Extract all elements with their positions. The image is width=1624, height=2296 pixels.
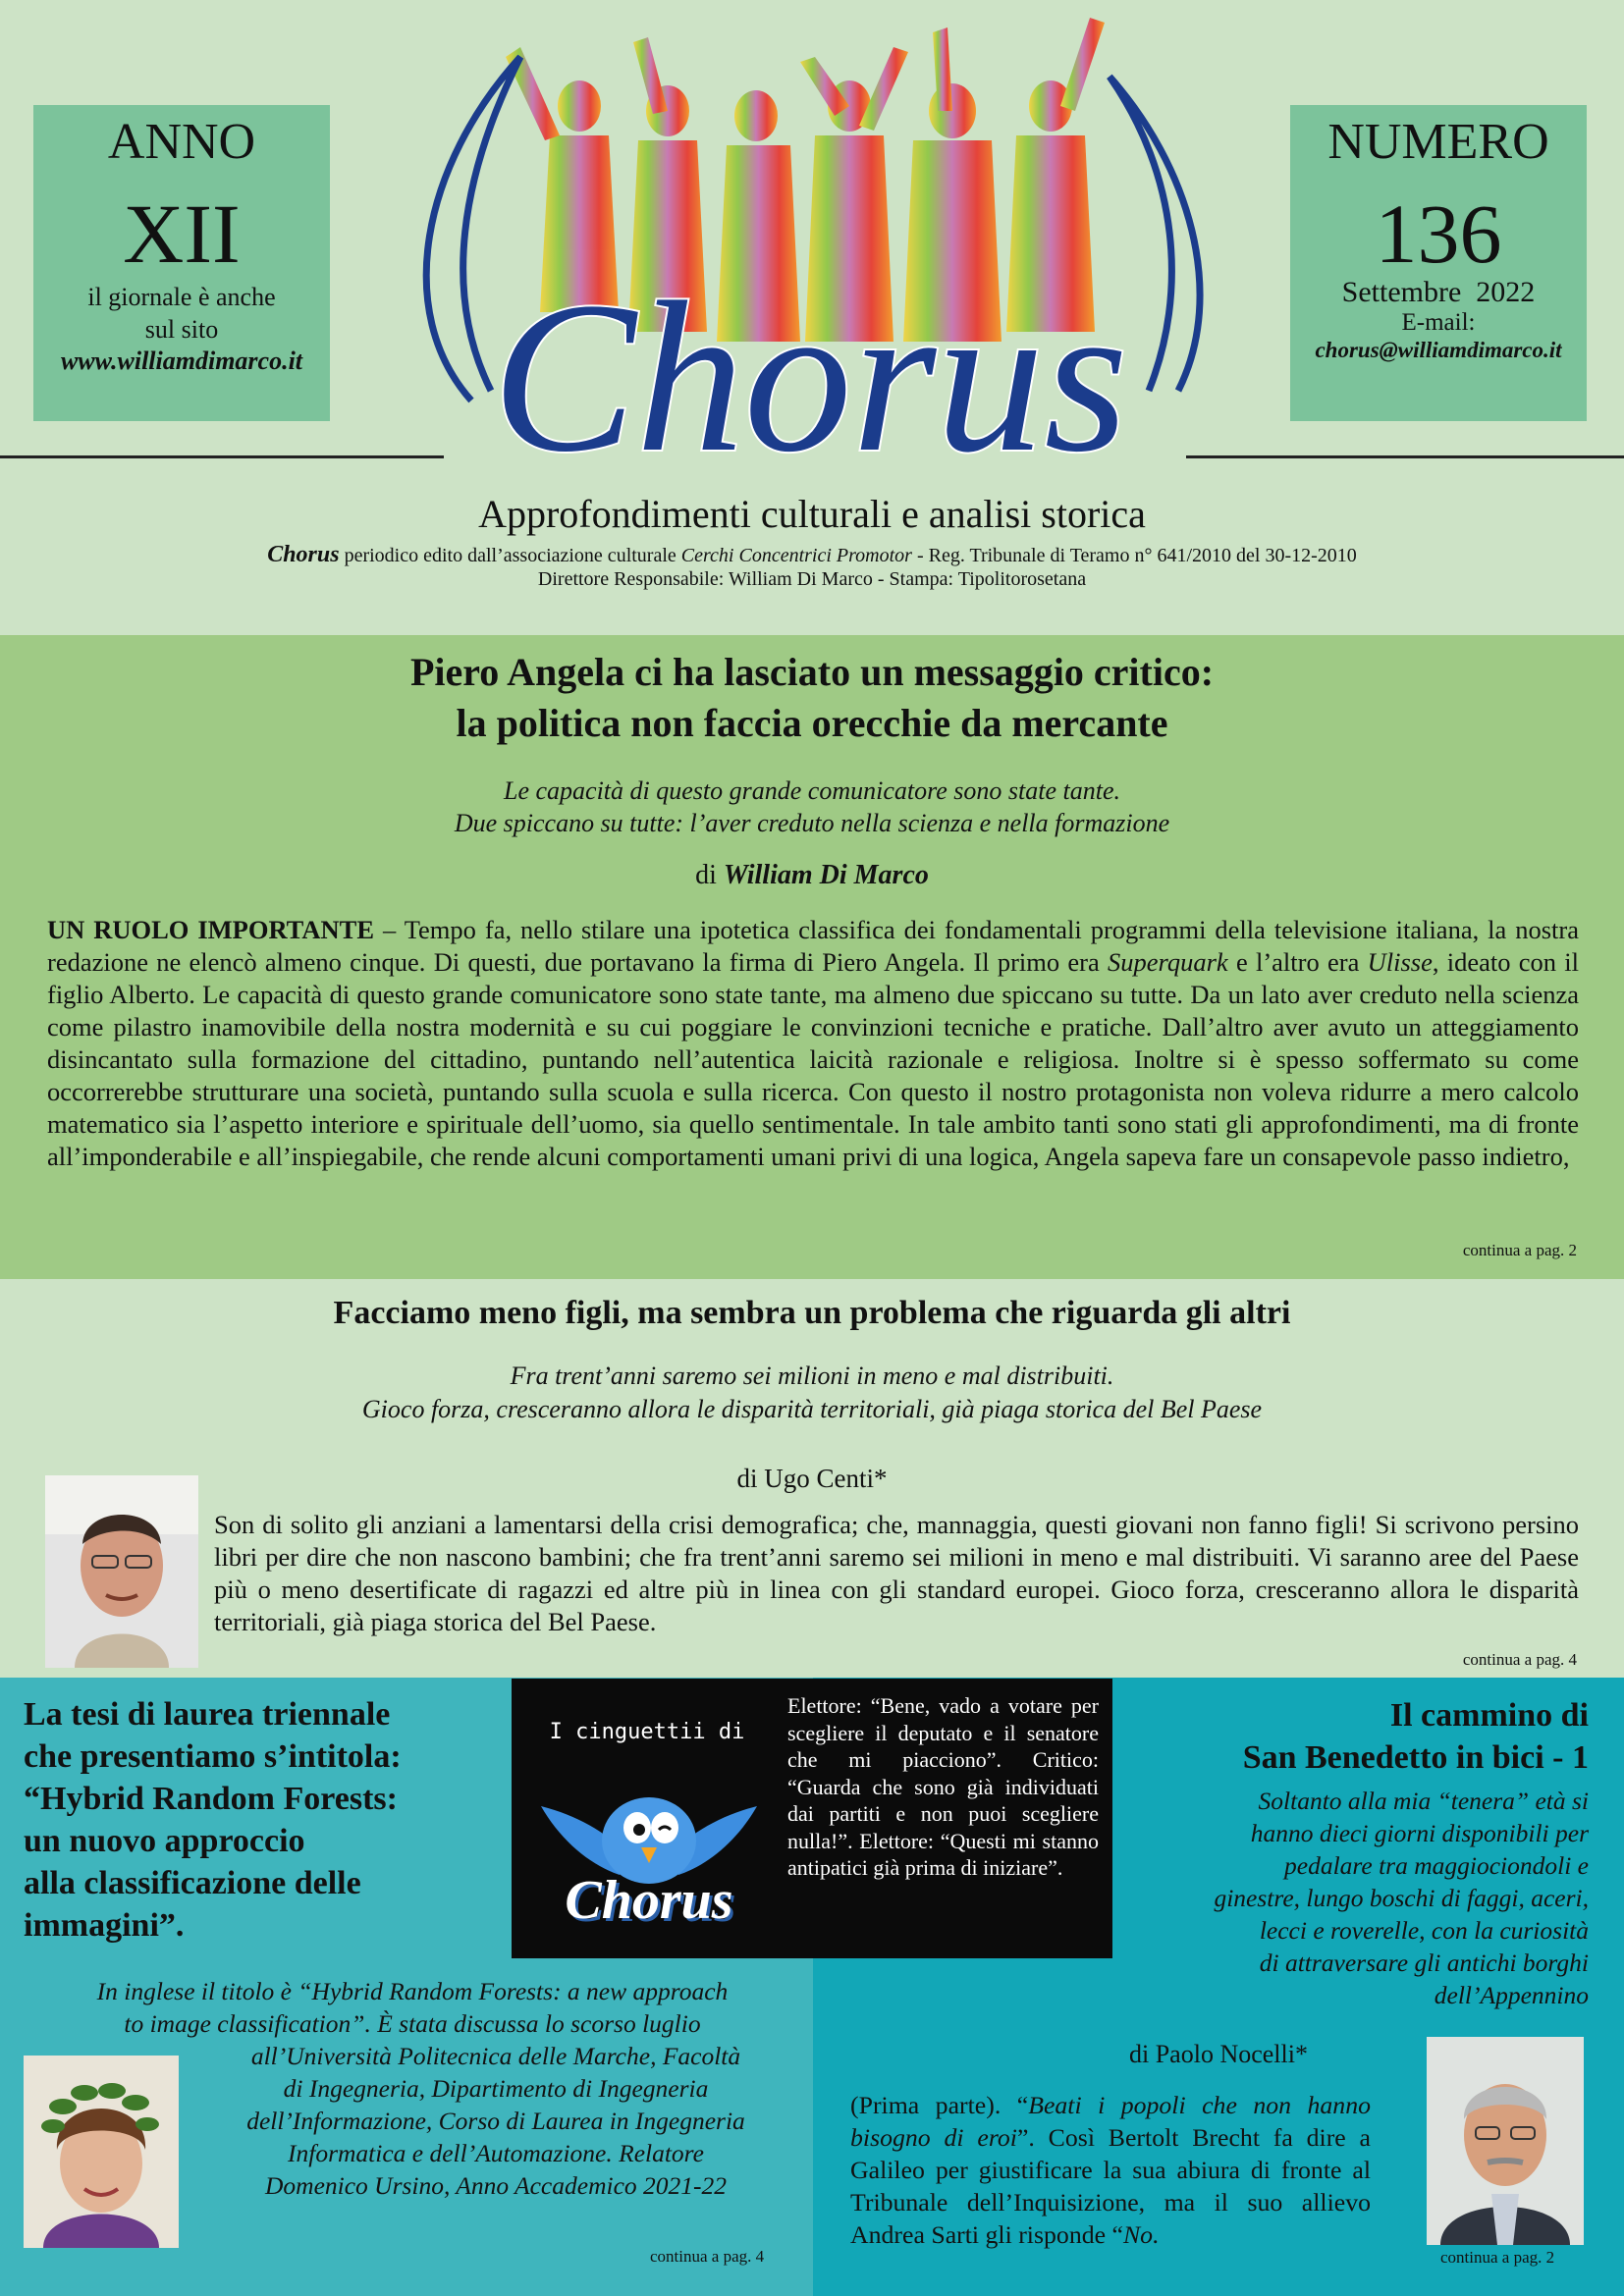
article2-body: Son di solito gli anziani a lamentarsi della crisi demografica; che, mannaggia, questi giovani non fanno figli! Si scrivono persino libri per dire che non nascono bambini; che fra trent’anni saremo sei milioni in meno e mal distribuiti. Vi saranno aree del Paese più o meno desertificate di ragazzi ed altre più in linea con gli standard europei. Gioco forza, cresceranno allora le disparità territoriali, già piaga storica del Bel Paese. [214,1510,1579,1636]
article4-title-line2: San Benedetto in bici - 1 [1242,1739,1589,1776]
article4-subtitle-line: pedalare tra maggiociondoli e [1284,1851,1589,1880]
anno-value: XII [123,187,241,281]
article4-title[interactable] [1080,1694,1589,1779]
article3-summary-side [187,2040,805,2202]
article3-summary-top [20,1975,805,2040]
article2-section [0,1279,1624,1678]
article4-subtitle-line: ginestre, lungo boschi di faggi, aceri, [1214,1884,1589,1912]
article4-quote: Beati i popoli che non hanno bisogno di eroi [850,2091,1371,2152]
numero-value: 136 [1375,187,1502,281]
publisher-text-a: periodico edito dall’associazione culturale [339,545,681,566]
site-url[interactable]: www.williamdimarco.it [60,347,303,375]
article3-summary-line: to image classification”. È stata discussa lo scorso luglio [124,2009,701,2038]
article3-title-line: immagini”. [24,1907,185,1944]
article1-byline-prefix: di [695,860,724,890]
article2-continue-link[interactable]: continua a pag. 4 [1462,1650,1577,1669]
article3-continue-link[interactable]: continua a pag. 4 [650,2247,765,2266]
tweet-logo-caption: I cinguettii di [549,1720,745,1744]
article1-section [0,635,1624,1279]
article4-subtitle-line: hanno dieci giorni disponibili per [1250,1819,1589,1847]
article3-summary-line: Informatica e dell’Automazione. Relatore [288,2139,704,2167]
ugo-centi-photo [45,1475,198,1668]
article1-body-a: – Tempo fa, nello stilare una ipotetica classifica dei fondamentali programmi della televisione italiana, la nostra redazione ne elencò almeno cinque. Di questi, due portavano la firma di Piero Angela. Il primo era [47,915,1579,977]
article2-title[interactable]: Facciamo meno figli, ma sembra un problema che riguarda gli altri [333,1295,1291,1331]
article2-subtitle [0,1360,1624,1426]
article4-subtitle [1090,1785,1589,2011]
header-rule-left [0,455,444,458]
article3-title-line: “Hybrid Random Forests: [24,1781,398,1817]
header-rule-right [1186,455,1624,458]
article3-title-line: che presentiamo s’intitola: [24,1738,402,1775]
article4-subtitle-line: di attraversare gli antichi borghi [1259,1949,1589,1977]
article3-title[interactable] [24,1693,514,1947]
article3-title-line: alla classificazione delle [24,1865,361,1901]
numero-label: NUMERO [1327,114,1549,170]
email-address[interactable]: chorus@williamdimarco.it [1315,338,1562,362]
article1-lead: UN RUOLO IMPORTANTE [47,915,375,944]
tweet-logo-brand: Chorus [565,1870,733,1931]
article3-summary-line: Domenico Ursino, Anno Accademico 2021-22 [264,2171,728,2200]
article1-continue-link[interactable]: continua a pag. 2 [1462,1241,1577,1259]
article1-body-c: , ideato con il figlio Alberto. Le capacità di questo grande comunicatore sono state tante, ma almeno due spiccano su tutte. Da un lato aver creduto nella scienza come pilastro inamovibile della nostra modernità e su cui poggiare le convinzioni tecniche e pratiche. Dall’altro aver avuto un atteggiamento disincantato sulla formazione del cittadino, puntando nell’autentica laicità razionale e religiosa. Inoltre si è spesso soffermato su come occorrerebbe strutturare una società, puntando sulla scuola e sulla ricerca. Con questo il nostro protagonista non voleva ridurre a mero calcolo matematico sia l’aspetto interiore e spirituale dell’uomo, sia quello sentimentale. In tale ambito tanti sono stati gli approfondimenti, ma di fronte all’imponderabile e all’inspiegabile, che rende alcuni comportamenti umani privi di una logica, Angela sapeva fare un consapevole passo indietro, [47,947,1579,1171]
article4-continue-link[interactable]: continua a pag. 2 [1440,2248,1555,2267]
article1-title-line1: Piero Angela ci ha lasciato un messaggio critico: [409,650,1215,694]
article1-show1: Superquark [1108,947,1228,977]
article4-body [850,2089,1371,2251]
numero-box [1290,105,1587,421]
article2-subtitle-line2: Gioco forza, cresceranno allora le disparità territoriali, già piaga storica del Bel Paese [361,1395,1263,1423]
article3-title-line: La tesi di laurea triennale [24,1696,391,1733]
issue-date: Settembre 2022 [1341,276,1536,308]
chorus-logo-art [403,18,1218,479]
article4-subtitle-line: lecci e roverelle, con la curiosità [1259,1916,1589,1945]
article1-body [47,914,1579,1173]
publisher-assoc: Cerchi Concentrici Promotor [680,545,912,566]
tweet-text: Elettore: “Bene, vado a votare per scegliere il deputato e il senatore che mi piacciono”. Critico: “Guarda che sono già individuati dai partiti e non puoi scegliere nulla!”. Elettore: “Questi mi stanno antipatici già prima di iniziare”. [787,1693,1099,1880]
publisher-text-b: - Reg. Tribunale di Teramo n° 641/2010 del 30-12-2010 [911,545,1357,566]
anno-label: ANNO [107,114,256,170]
article1-subtitle [0,774,1624,839]
article1-show2: Ulisse [1367,947,1433,977]
article3-summary-line: In inglese il titolo è “Hybrid Random Forests: a new approach [96,1977,729,2005]
article4-body-a: (Prima parte). “ [850,2091,1029,2119]
article1-byline [0,860,1624,891]
article4-body-b: ”. Così Bertolt Brecht fa dire a Galileo per giustificare la sua abiura di fronte al Tribunale dell’Inquisizione, ma il suo allievo Andrea Sarti gli risponde “ [850,2123,1371,2249]
article2-subtitle-line1: Fra trent’anni saremo sei milioni in meno e mal distribuiti. [510,1362,1114,1390]
article1-body-b: e l’altro era [1227,947,1368,977]
paolo-nocelli-photo [1427,2037,1584,2245]
article1-subtitle-line1: Le capacità di questo grande comunicatore sono state tante. [504,776,1120,805]
site-line2: sul sito [144,314,219,344]
article1-subtitle-line2: Due spiccano su tutte: l’aver creduto nella scienza e nella formazione [454,809,1170,837]
article3-summary-line: dell’Informazione, Corso di Laurea in Ingegneria [246,2107,745,2135]
article4-byline: di Paolo Nocelli* [1129,2040,1308,2068]
email-label: E-mail: [1401,309,1476,336]
anno-box [33,105,330,421]
article3-summary-line: all’Università Politecnica delle Marche, Facoltà [250,2042,741,2070]
director-line: Direttore Responsabile: William Di Marco - Stampa: Tipolitorosetana [537,568,1087,590]
article4-subtitle-line: dell’Appennino [1434,1981,1589,2009]
article4-title-line1: Il cammino di [1389,1697,1589,1734]
article3-title-line: un nuovo approccio [24,1823,305,1859]
article3-summary-line: di Ingegneria, Dipartimento di Ingegneria [283,2074,709,2103]
article1-title[interactable] [0,647,1624,749]
chorus-logo [403,18,1218,479]
article1-title-line2: la politica non faccia orecchie da mercante [456,701,1168,745]
article4-body-c: No. [1122,2220,1160,2249]
article1-author: William Di Marco [723,860,929,890]
student-photo [24,2056,179,2248]
article4-subtitle-line: Soltanto alla mia “tenera” età si [1258,1787,1589,1815]
publisher-line [0,542,1624,568]
publisher-name: Chorus [267,542,340,567]
logo-text: Chorus [492,257,1128,479]
masthead-subtitle: Approfondimenti culturali e analisi storica [478,492,1146,536]
tweet-box [512,1679,1112,1958]
article2-byline: di Ugo Centi* [736,1464,888,1493]
site-line1: il giornale è anche [87,283,276,311]
